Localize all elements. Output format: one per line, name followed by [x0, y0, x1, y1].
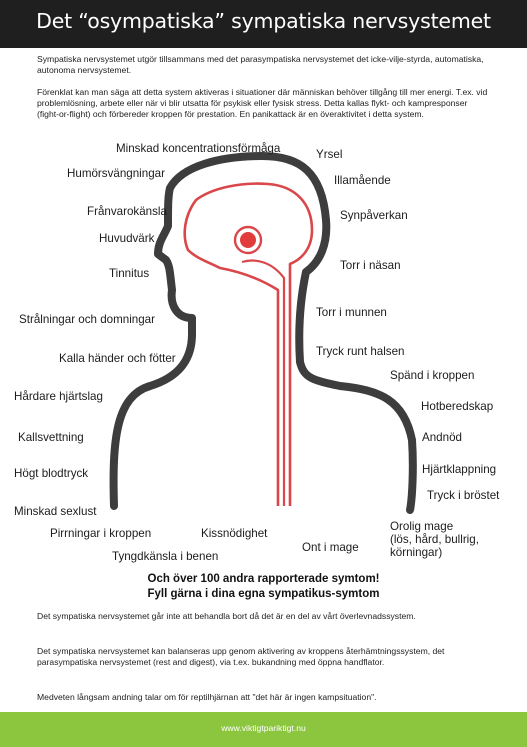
symptom-right-1: Illamående: [334, 174, 391, 187]
cta-line-1: Och över 100 andra rapporterade symtom!: [147, 573, 380, 585]
symptom-left-2: Frånvarokänsla: [87, 205, 167, 218]
symptom-left-6: Kalla händer och fötter: [59, 352, 176, 365]
symptom-right-4: Torr i munnen: [316, 306, 387, 319]
outro-paragraph-3: Medveten långsam andning talar om för reptilhjärnan att "det här är ingen kampsituation".: [37, 692, 377, 702]
symptom-bottom-4: Orolig mage (lös, hård, bullrig, körningar): [390, 520, 479, 559]
symptom-right-8: Andnöd: [422, 431, 462, 444]
symptom-bottom-1: Kissnödighet: [201, 527, 268, 540]
brain-core-dot: [240, 232, 256, 248]
symptom-left-9: Högt blodtryck: [14, 467, 89, 480]
symptom-right-7: Hotberedskap: [421, 400, 494, 413]
page-title: Det “osympatiska” sympatiska nervsystemet: [36, 9, 491, 33]
symptom-right-3: Torr i näsan: [340, 259, 401, 272]
symptom-left-10: Minskad sexlust: [14, 505, 97, 518]
symptom-left-5: Strålningar och domningar: [19, 313, 155, 326]
symptom-right-0: Yrsel: [316, 148, 343, 161]
symptom-right-6: Spänd i kroppen: [390, 369, 475, 382]
footer-website-link[interactable]: www.viktigtpariktigt.nu: [221, 723, 306, 733]
symptom-left-7: Hårdare hjärtslag: [14, 390, 103, 403]
symptom-right-9: Hjärtklappning: [422, 463, 497, 476]
symptom-bottom-3: Ont i mage: [302, 541, 359, 554]
symptom-bottom-2: Tyngdkänsla i benen: [112, 550, 219, 563]
cta-line-2: Fyll gärna i dina egna sympatikus-symtom: [147, 588, 380, 600]
symptom-left-1: Humörsvängningar: [67, 167, 165, 180]
intro-paragraph-1: Sympatiska nervsystemet utgör tillsammans med det parasympatiska nervsystemet det icke-vilje-styrda, automatiska, autonoma nervsystemet.: [37, 54, 484, 75]
symptom-left-4: Tinnitus: [109, 267, 150, 280]
symptom-right-10: Tryck i bröstet: [427, 489, 500, 502]
symptom-right-2: Synpåverkan: [340, 209, 408, 222]
outro-paragraph-2: Det sympatiska nervsystemet kan balanseras upp genom aktivering av kroppens återhämtningssystem, det parasympatiska nervsystemet (rest and digest), via t.ex. bukandning med öppna handflator.: [37, 646, 445, 667]
symptom-left-8: Kallsvettning: [18, 431, 84, 444]
outro-paragraph-1: Det sympatiska nervsystemet går inte att behandla bort då det är en del av vårt överlevnadssystem.: [37, 611, 416, 621]
symptom-bottom-0: Pirrningar i kroppen: [50, 527, 152, 540]
symptom-right-5: Tryck runt halsen: [316, 345, 405, 358]
symptom-left-3: Huvudvärk: [99, 232, 155, 245]
footer-bar: [0, 712, 527, 747]
intro-paragraph-2: Förenklat kan man säga att detta system aktiveras i situationer där människan behöver tillgång till mer energi. T.ex. vid problemlösning, arbete eller när vi blir utsatta för psykisk eller fysisk stress. Detta kallas flykt- och kampresponser (fight-or-flight) och förbereder kroppen för prestation. En panikattack är en överaktivitet i detta system.: [37, 87, 488, 119]
symptom-left-0: Minskad koncentrationsförmåga: [116, 142, 281, 155]
